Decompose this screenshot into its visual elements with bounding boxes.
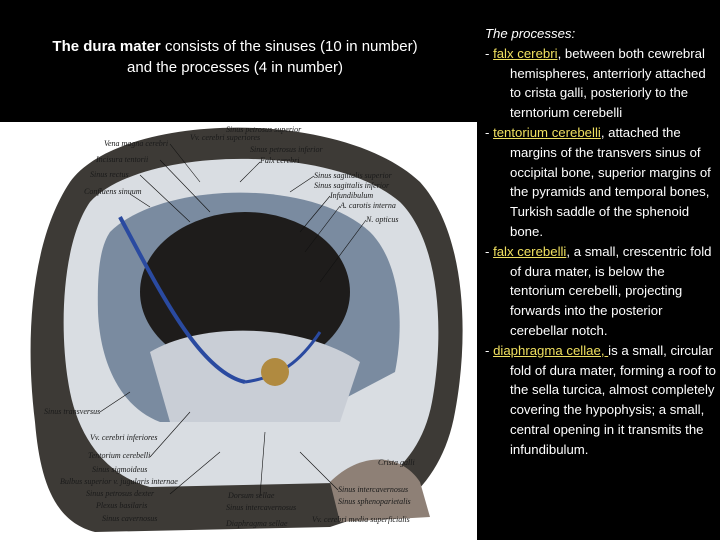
label-bulbus: Bulbus superior v. jugularis internae [60, 477, 178, 486]
label-plexus-basilaris: Plexus basilaris [96, 501, 148, 510]
label-confluens: Confluens sinuum [84, 187, 142, 196]
label-dorsum-sellae: Dorsum sellae [228, 491, 275, 500]
term-tentorium: tentorium cerebelli [493, 124, 601, 140]
label-sinus-petrosus-sup: Sinus petrosus superior [226, 125, 302, 134]
item-text: is a small, circular fold of dura mater, forming a roof to the sella turcica, almost completely covering the hypophysis; a small, central opening in it transmits the infundibulum. [510, 342, 716, 457]
title-line-1 [20, 36, 450, 57]
label-sinus-transversus: Sinus transversus [44, 407, 101, 416]
label-sinus-sag-inf: Sinus sagittalis inferior [314, 181, 390, 190]
label-sinus-intercav-2: Sinus intercavernosus [226, 503, 297, 512]
label-diaphragma-sellae: Diaphragma sellae [226, 519, 288, 528]
label-vv-cerebri-inf: Vv. cerebri inferiores [90, 433, 158, 442]
label-crista-galli: Crista galli [378, 458, 415, 467]
item-text: , between both cewrebral hemispheres, anterriorly attached to crista galli, posteriorly to the terntorium cerebelli [510, 45, 706, 121]
label-sinus-cavernosus: Sinus cavernosus [102, 514, 158, 523]
label-n-opticus: N. opticus [366, 215, 399, 224]
item-text: , a small, crescentric fold of dura mater, is below the tentorium cerebelli, projecting forwards into the posterior cerebellar notch. [510, 243, 712, 338]
label-sinus-petrosus-dexter: Sinus petrosus dexter [86, 489, 155, 498]
label-sinus-sigmoideus: Sinus sigmoideus [92, 465, 148, 474]
label-tentorium: Tentorium cerebelli [88, 451, 151, 460]
item-prefix: - [485, 45, 494, 61]
sella-region [261, 358, 289, 386]
item-text: , attached the margins of the transvers sinus of occipital bone, superior margins of the pyramids and temporal bones, Turkish saddle of the sphenoid bone. [510, 124, 711, 239]
process-item-falx-cerebelli [482, 242, 718, 341]
label-sinus-intercav: Sinus intercavernosus [338, 485, 409, 494]
title-line-2: and the processes (4 in number) [127, 59, 343, 76]
process-item-diaphragma [482, 341, 718, 460]
process-item-tentorium [482, 123, 718, 242]
label-sinus-petrosus-inf: Sinus petrosus inferior [250, 145, 323, 154]
term-diaphragma: diaphragma cellae, [493, 342, 609, 358]
title-term: The dura mater [52, 38, 161, 55]
processes-panel [482, 24, 718, 460]
title-rest: consists of the sinuses (10 in number) [160, 38, 418, 55]
slide-title [20, 36, 450, 78]
term-falx-cerebri: falx cerebri [493, 45, 558, 61]
label-sinus-sag-sup: Sinus sagittalis superior [314, 171, 392, 180]
label-sinus-rectus: Sinus rectus [90, 170, 129, 179]
dura-mater-illustration [0, 122, 477, 540]
label-vv-cerebri-sup: Vv. cerebri superiores [190, 133, 261, 142]
label-falx-cerebri: Falx cerebri [260, 156, 300, 165]
label-sinus-sphenoparietalis: Sinus sphenoparietalis [338, 497, 411, 506]
label-a-carotis: A. carotis interna [340, 201, 396, 210]
label-vena-magna: Vena magna cerebri [104, 139, 169, 148]
process-item-falx-cerebri [482, 44, 718, 123]
label-incisura: Incisura tentorii [96, 155, 149, 164]
item-prefix: - [485, 342, 494, 358]
processes-heading: The processes: [485, 26, 576, 41]
label-vv-cerebri-media: Vv. cerebri media superficialis [312, 515, 410, 524]
label-infundibulum: Infundibulum [330, 191, 374, 200]
item-prefix: - [485, 124, 494, 140]
item-prefix: - [485, 243, 494, 259]
term-falx-cerebelli: falx cerebelli [493, 243, 567, 259]
